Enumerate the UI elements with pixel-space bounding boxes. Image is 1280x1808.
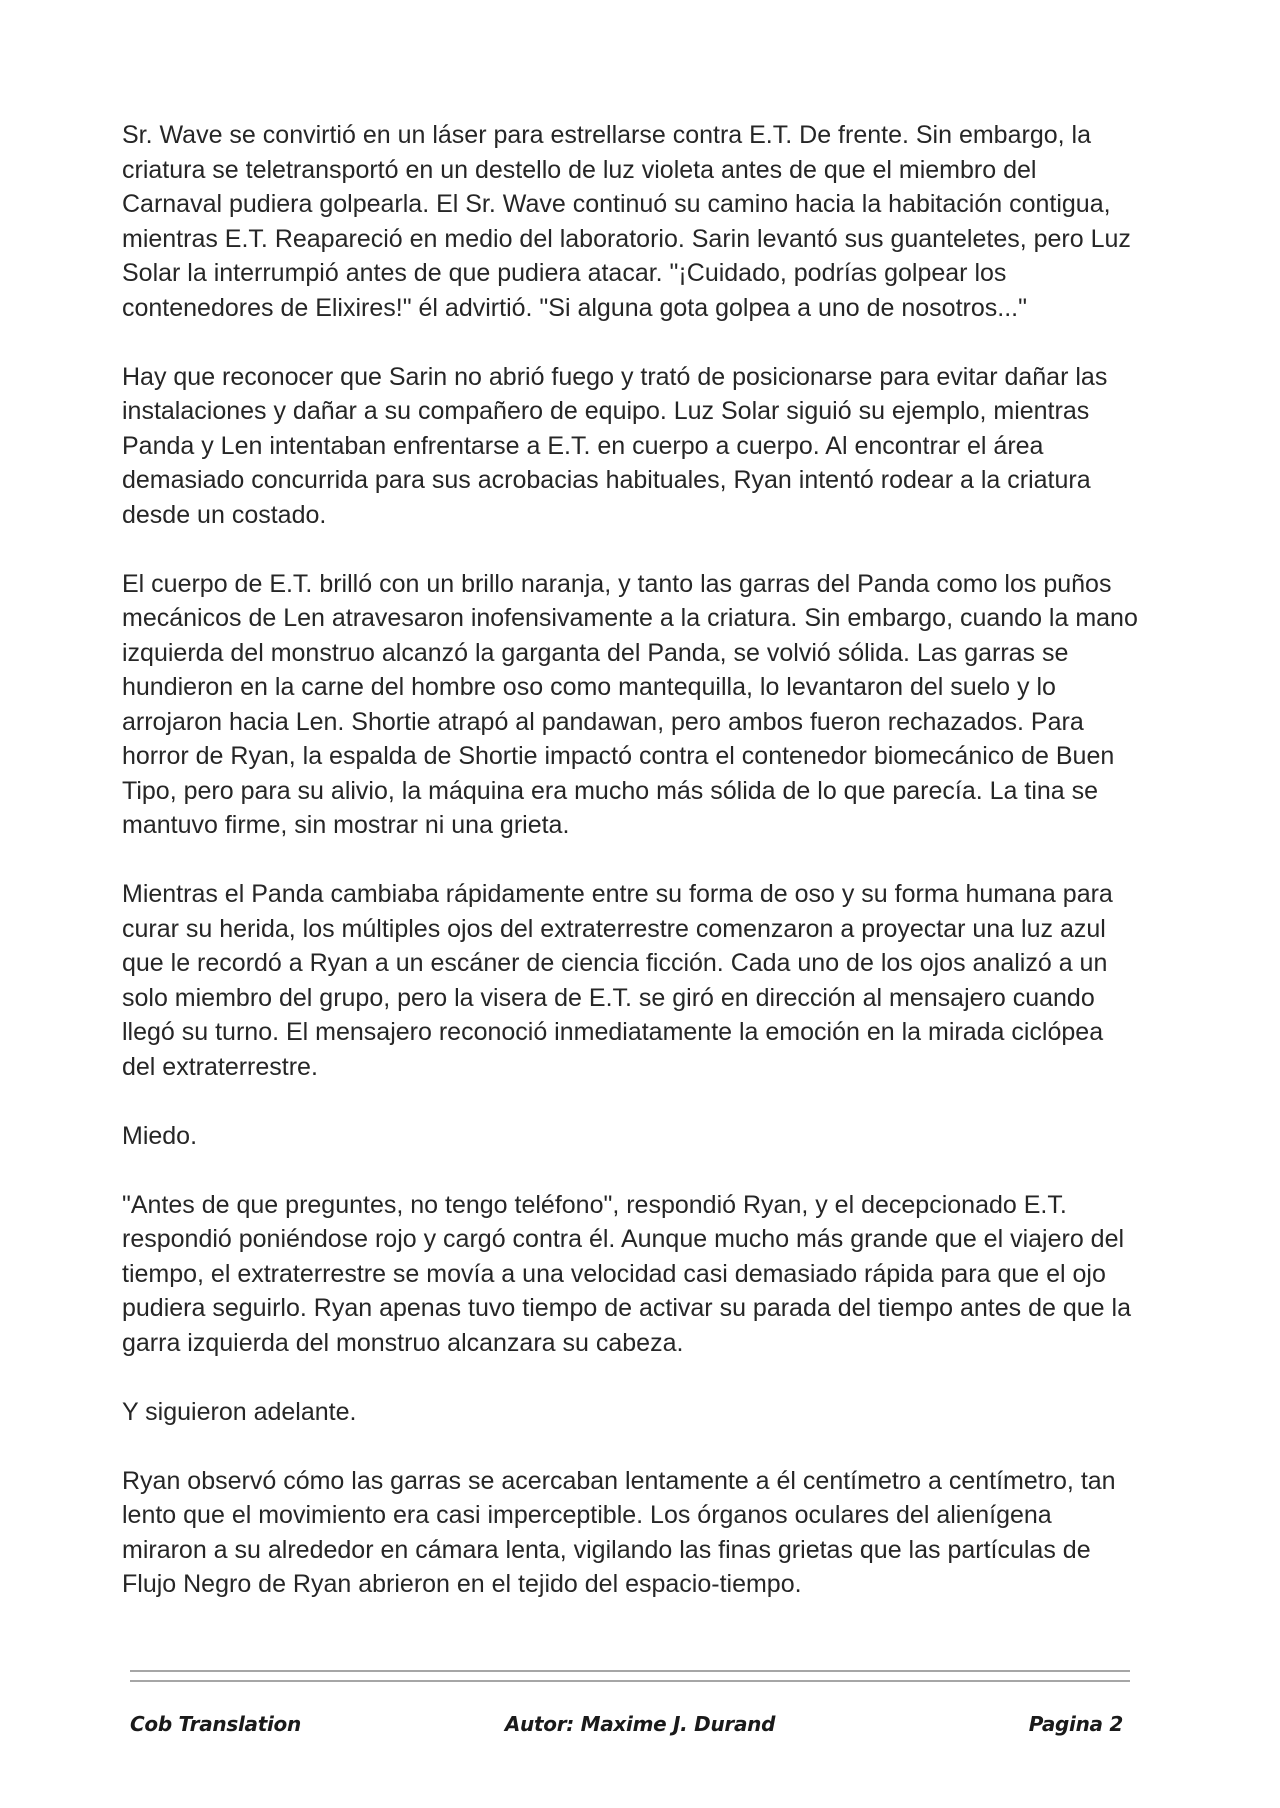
footer-divider-top xyxy=(130,1670,1130,1672)
body-text xyxy=(122,118,1142,1636)
footer-page-number: Pagina 2 xyxy=(1028,1712,1123,1736)
paragraph-1: Sr. Wave se convirtió en un láser para estrellarse contra E.T. De frente. Sin embargo, la criatura se teletransportó en un destello de luz violeta antes de que el miembro del Carnaval pudiera golpearla. El Sr. Wave continuó su camino hacia la habitación contigua, mientras E.T. Reapareció en medio del laboratorio. Sarin levantó sus guanteletes, pero Luz Solar la interrumpió antes de que pudiera atacar. "¡Cuidado, podrías golpear los contenedores de Elixires!" él advirtió. "Si alguna gota golpea a uno de nosotros..." xyxy=(122,121,1131,322)
paragraph-4: Mientras el Panda cambiaba rápidamente entre su forma de oso y su forma humana para curar su herida, los múltiples ojos del extraterrestre comenzaron a proyectar una luz azul que le recordó a Ryan a un escáner de ciencia ficción. Cada uno de los ojos analizó a un solo miembro del grupo, pero la visera de E.T. se giró en dirección al mensajero cuando llegó su turno. El mensajero reconoció inmediatamente la emoción en la mirada ciclópea del extraterrestre. xyxy=(122,880,1113,1081)
footer-divider-bottom xyxy=(130,1680,1130,1682)
paragraph-7: Y siguieron adelante. xyxy=(122,1397,357,1426)
paragraph-6: "Antes de que preguntes, no tengo teléfono", respondió Ryan, y el decepcionado E.T. respondió poniéndose rojo y cargó contra él. Aunque mucho más grande que el viajero del tiempo, el extraterrestre se movía a una velocidad casi demasiado rápida para que el ojo pudiera seguirlo. Ryan apenas tuvo tiempo de activar su parada del tiempo antes de que la garra izquierda del monstruo alcanzara su cabeza. xyxy=(122,1190,1131,1357)
paragraph-3: El cuerpo de E.T. brilló con un brillo naranja, y tanto las garras del Panda como los puños mecánicos de Len atravesaron inofensivamente a la criatura. Sin embargo, cuando la mano izquierda del monstruo alcanzó la garganta del Panda, se volvió sólida. Las garras se hundieron en la carne del hombre oso como mantequilla, lo levantaron del suelo y lo arrojaron hacia Len. Shortie atrapó al pandawan, pero ambos fueron rechazados. Para horror de Ryan, la espalda de Shortie impactó contra el contenedor biomecánico de Buen Tipo, pero para su alivio, la máquina era mucho más sólida de lo que parecía. La tina se mantuvo firme, sin mostrar ni una grieta. xyxy=(122,569,1138,839)
footer-author: Autor: Maxime J. Durand xyxy=(504,1712,776,1736)
paragraph-5: Miedo. xyxy=(122,1121,198,1150)
paragraph-2: Hay que reconocer que Sarin no abrió fuego y trató de posicionarse para evitar dañar las instalaciones y dañar a su compañero de equipo. Luz Solar siguió su ejemplo, mientras Panda y Len intentaban enfrentarse a E.T. en cuerpo a cuerpo. Al encontrar el área demasiado concurrida para sus acrobacias habituales, Ryan intentó rodear a la criatura desde un costado. xyxy=(122,362,1108,529)
paragraph-8: Ryan observó cómo las garras se acercaban lentamente a él centímetro a centímetro, tan lento que el movimiento era casi imperceptible. Los órganos oculares del alienígena miraron a su alrededor en cámara lenta, vigilando las finas grietas que las partículas de Flujo Negro de Ryan abrieron en el tejido del espacio-tiempo. xyxy=(122,1466,1116,1598)
footer-translator: Cob Translation xyxy=(130,1712,301,1736)
